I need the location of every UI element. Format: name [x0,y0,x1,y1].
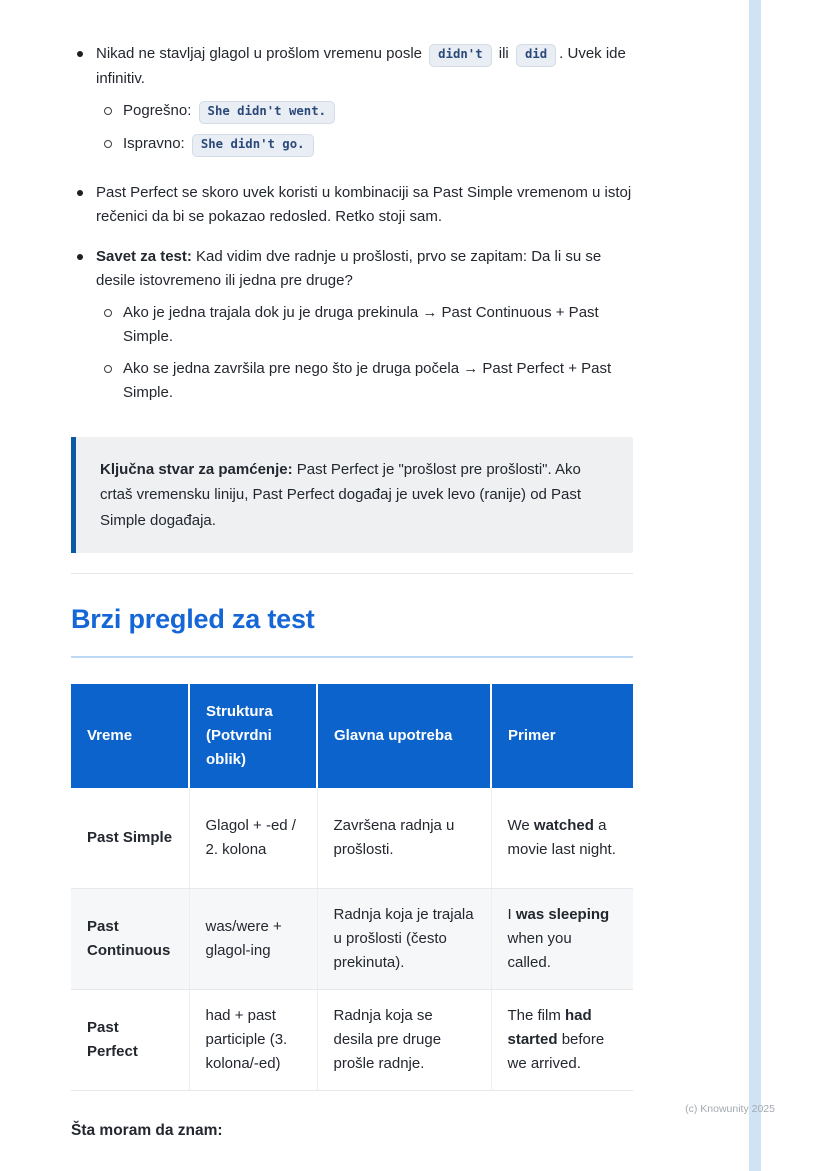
sub-list-item-text: Ako je jedna trajala dok ju je druga prekinula → Past Continuous + Past Simple. [123,303,599,345]
watermark: (c) Knowunity 2025 [685,1103,775,1116]
section-heading: Brzi pregled za test [71,598,633,657]
table-cell: Past Simple [71,788,189,889]
table-cell: Radnja koja se desila pre druge prošle radnje. [317,989,491,1090]
list-item [71,181,633,229]
column-header: Struktura (Potvrdni oblik) [189,684,317,788]
bullet-icon [77,190,83,196]
list-item [71,245,633,413]
list-item-text: Past Perfect se skoro uvek koristi u kombinaciji sa Past Simple vremenom u istoj rečenici da bi se pokazao redosled. Retko stoji sam. [96,183,632,225]
table-row [71,989,633,1090]
table-row [71,888,633,989]
column-header: Glavna upotreba [317,684,491,788]
sub-list-item [104,301,633,349]
list-item-text: Savet za test: Kad vidim dve radnje u prošlosti, prvo se zapitam: Da li su se desile istovremeno ili jedna pre druge? [96,247,602,289]
callout-text: Ključna stvar za pamćenje: Past Perfect je "prošlost pre prošlosti". Ako crtaš vremensku liniju, Past Perfect događaj je uvek levo (ranije) od Past Simple događaja. [100,460,582,529]
document-content [71,0,633,1143]
divider [71,573,633,574]
table-cell: Past Perfect [71,989,189,1090]
bullet-icon [77,51,83,57]
table-row [71,788,633,889]
sub-list-item-text: Ako se jedna završila pre nego što je druga počela → Past Perfect + Past Simple. [123,359,612,401]
circle-bullet-icon [104,140,112,148]
column-header: Vreme [71,684,189,788]
sub-bullet-list [96,99,633,157]
table-cell: had + past participle (3. kolona/-ed) [189,989,317,1090]
list-item-body [96,245,633,413]
bullet-list [71,42,633,413]
bullet-icon [77,254,83,260]
sub-list-item [104,357,633,405]
table-cell: We watched a movie last night. [491,788,633,889]
list-item [71,42,633,165]
table-cell: Past Continuous [71,888,189,989]
circle-bullet-icon [104,107,112,115]
table-cell: The film had started before we arrived. [491,989,633,1090]
table-header-row [71,684,633,788]
next-section-label: Šta moram da znam: [71,1121,223,1139]
sub-bullet-list [96,301,633,405]
key-note-callout [71,437,633,554]
list-item-text: Nikad ne stavljaj glagol u prošlom vremenu posle didn't ili did . Uvek ide infinitiv. [96,45,626,87]
list-item-body [96,181,633,229]
table-cell: was/were + glagol-ing [189,888,317,989]
circle-bullet-icon [104,309,112,317]
sub-list-item [104,132,633,157]
summary-table [71,684,633,1091]
scrollbar[interactable] [749,0,761,1171]
sub-list-item-text: Ispravno: She didn't go. [123,132,317,157]
circle-bullet-icon [104,365,112,373]
list-item-body [96,42,633,165]
column-header: Primer [491,684,633,788]
table-cell: I was sleeping when you called. [491,888,633,989]
sub-list-item [104,99,633,124]
table-cell: Glagol + -ed / 2. kolona [189,788,317,889]
table-cell: Radnja koja je trajala u prošlosti (često prekinuta). [317,888,491,989]
sub-list-item-text: Pogrešno: She didn't went. [123,99,338,124]
table-cell: Završena radnja u prošlosti. [317,788,491,889]
